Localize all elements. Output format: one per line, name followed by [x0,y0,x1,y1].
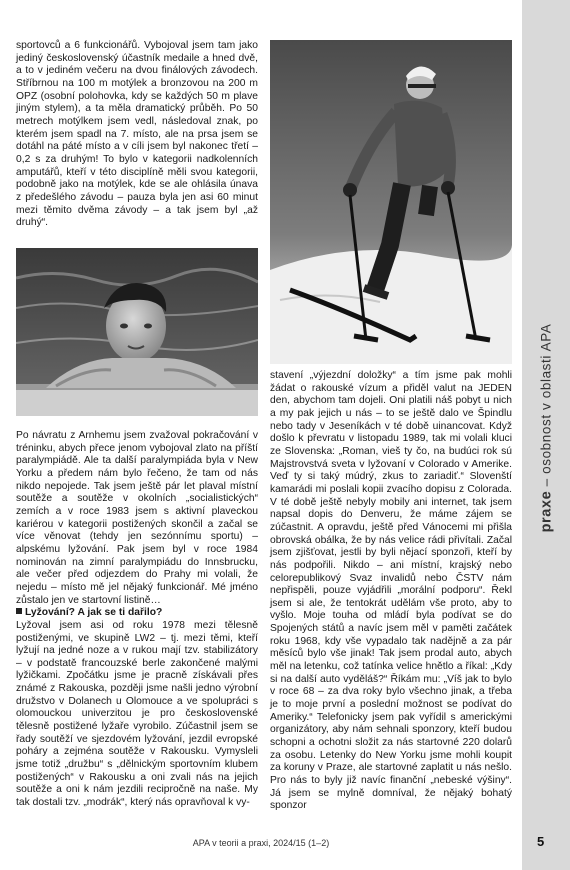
skier-photo [270,40,512,364]
sidebar-title-rest: – osobnost v oblasti APA [538,323,554,491]
journal-footer: APA v teorii a praxi, 2024/15 (1–2) [192,838,330,848]
interview-question [16,607,258,620]
swimming-pool-photo [16,248,258,416]
paragraph: sportovců a 6 funkcionářů. Vybojoval jsem tam jako jediný československý účastník medaile a hned dvě, a to v jediném večeru na dvou finálových závodech. Stříbrnou na 100 m motýlek a bronzovou na 200 m OPZ (osobní polohovka, kdy se každých 50 m plave jiným stylem), a ta měla dramatický průběh. Po 50 metrech motýlkem jsem vedl, následoval znak, po kterém jsem spadl na 7. místo, ale na prsa jsem se dotáhl na páté místo a v cíli jsem byl nakonec třetí – 0,2 s za druhým! To bylo v kategorii nadkolenních amputářů, kteří v této disciplíně měli svou kategorii, podobně jako na motýlek, kde se ale ohlásila únava z předešlého závodu – pauza byla jen asi 60 minut mezi těmito dvěma závody – a tak jsem byl „až druhý“. [16,40,258,229]
sidebar-section-title [530,323,562,533]
interview-question-text: Lyžování? A jak se ti dařilo? [25,607,163,619]
section-sidebar [522,0,570,870]
paragraph: Po návratu z Arnhemu jsem zvažoval pokračování v tréninku, abych přece jenom vybojoval zlato na příští paralympiádě. Ale ta další paralympiáda byla v New Yorku a předem nám bylo řečeno, že tam od nás nikdo nepojede. Tak jsem ještě pár let plaval místní soutěže a soutěže v okolních „socialistických“ zemích a v roce 1983 jsem s aktivní plaveckou kariérou v kategorii postižených skončil a začal se více věnovat (tehdy jen sezónnímu sportu) – alpskému lyžování. Pak jsem byl v roce 1984 nominován na zimní paralympiádu do Innsbrucku, ale večer před odjezdem do Prahy mi volali, že nejedu – místo mě jel nějaký funkcionář. Mé jméno zůstalo jen ve startovní listině… [16,430,258,606]
paragraph: stavení „výjezdní doložky“ a tím jsme pak mohli žádat o rakouské vízum a přiděl valut na JEDEN den, abychom tam dojeli. Oni platili náš pobyt u nich a my pak jejich u nás – to se ještě dalo ve Špindlu nebo tady v Jeseníkách v té době uinancovat. Když došlo k převratu v listopadu 1989, tak mi volali kluci ze Slovenska: „Roman, vieš ty čo, na budúci rok sú Majstrovstvá sveta v lyžovaní v Colorado v Amerike. Veď ty si taký múdrý, zkus to zariadiť.“ Slovenští kamarádi mi poslali kopii zvacího dopisu z Colorada. V té době ještě nebyly mobily ani internet, tak jsem napsal dopis do Denveru, že máme zájem se zúčastnit. A opravdu, ještě před Vánocemi mi přišla obrovská obálka, že by nás velice rádi přivítali. Začal jsem zjišťovat, jestli by byli nějací sponzoři, kteří by nás podpořili. Nikdo – ani místní, krajský nebo celorepublikový Svaz invalidů nebo ČSTV nám nepřispěli, pouze vyjádřili „morální podporu“. Řekl jsem si ale, že tentokrát udělám vše proto, aby to vyšlo. Moje touha od mládí byla podívat se do Spojených států a navíc jsem měl v paměti začátek roku 1968, kdy vše vypadalo tak nadějně a za pár měsíců bylo vše jinak! Tak jsem prodal auto, abych měl na letenku, což tatínka velice hnětlo a říkal: „Kdy si na další auto vyděláš?“ Říkám mu: „Víš jak to bylo v roce 68 – za dva roky bylo všechno jinak, a třeba je to moje první a poslední možnost se podívat do Ameriky.“ Telefonicky jsem pak vyřídil s americkými organizátory, aby nám sehnali sponzory, kteří budou schopni a ochotni složit za nás startovné 220 dolarů za osobu. Letenky do New Yorku jsme mohli koupit za koruny v Praze, ale startovné zaplatit u nás nešlo. Pro nás to byly již navíc finanční „nebeské výšiny“. Já jsem se mylně domníval, že nějaký bohatý sponzor [270,370,512,812]
article-column-right [270,370,512,813]
sidebar-title-bold: praxe [538,490,555,533]
square-bullet-icon [16,608,22,614]
swimmer-photo-graphic [16,248,258,416]
skier-photo-graphic [270,40,512,364]
article-column-left-top [16,40,258,230]
article-column-left-bottom [16,430,258,810]
paragraph: Lyžoval jsem asi od roku 1978 mezi tělesně postiženými, ve skupině LW2 – tj. mezi těmi, kteří lyžují na jedné noze a v rukou mají tzv. stabilizátory – v podstatě francouzské berle zakončené malými lyžičkami. Zpočátku jsme je pracně získávali přes známé z Rakouska, později jsme našli jedno výrobní družstvo v Dolanech u Olomouce a ve spolupráci s olomouckou univerzitou je pro československé tělesně postižené lyžaře vyrobilo. Zúčastnil jsem se řady soutěží ve sjezdovém lyžování, jezdil evropské poháry a zejména soutěže v Rakousku. Vymysleli jsme totiž „družbu“ s „dělnickým sportovním klubem postižených“ v Rakousku a oni zvali nás na jejich soutěže a oni k nám jezdili recipročně na naše. My tak dostali tzv. „modrák“, který nás opravňoval k vy- [16,619,258,809]
page-number: 5 [537,834,545,849]
